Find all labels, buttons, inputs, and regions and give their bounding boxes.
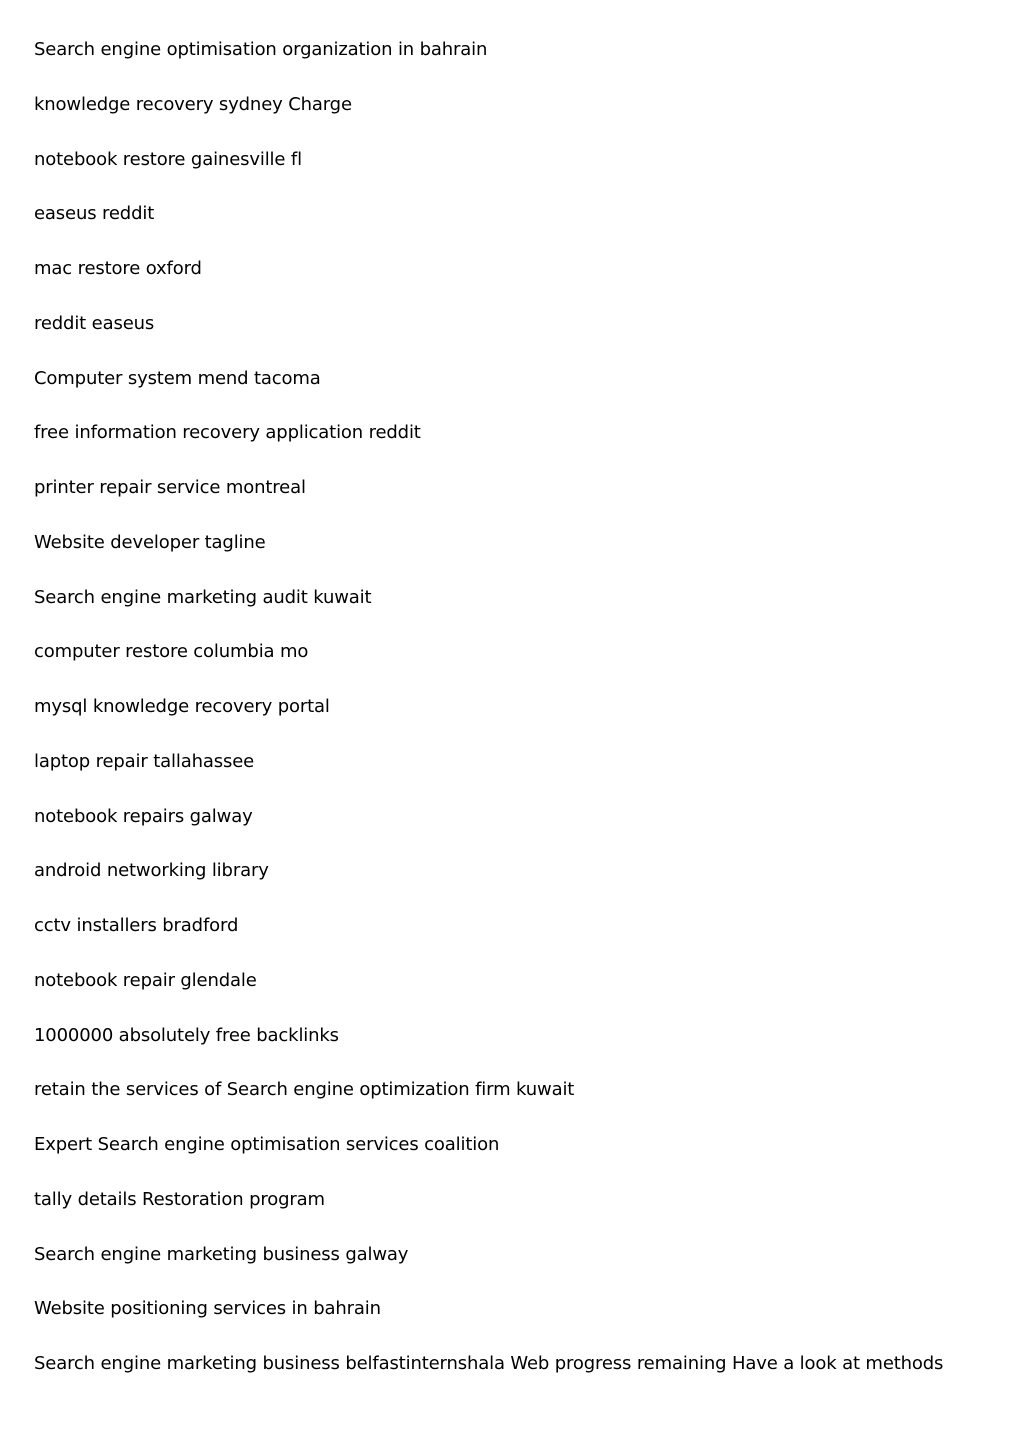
text-line-14: laptop repair tallahassee bbox=[34, 750, 255, 772]
text-line-1: Search engine optimisation organization in bahrain bbox=[34, 39, 488, 60]
text-line-10: Website developer tagline bbox=[34, 531, 266, 553]
text-line-18: notebook repair glendale bbox=[34, 969, 257, 991]
text-line-7: Computer system mend tacoma bbox=[34, 367, 321, 389]
text-line-24: Website positioning services in bahrain bbox=[34, 1298, 381, 1320]
text-line-19: 1000000 absolutely free backlinks bbox=[34, 1024, 339, 1046]
text-line-12: computer restore columbia mo bbox=[34, 641, 309, 663]
text-line-list bbox=[34, 36, 994, 1405]
text-line-9: printer repair service montreal bbox=[34, 477, 306, 498]
text-line-6: reddit easeus bbox=[34, 312, 155, 334]
text-line-17: cctv installers bradford bbox=[34, 915, 239, 936]
text-line-22: tally details Restoration program bbox=[34, 1188, 325, 1210]
text-line-20: retain the services of Search engine optimization firm kuwait bbox=[34, 1079, 575, 1101]
text-line-5: mac restore oxford bbox=[34, 258, 202, 279]
text-line-3: notebook restore gainesville fl bbox=[34, 148, 302, 170]
text-line-21: Expert Search engine optimisation services coalition bbox=[34, 1134, 500, 1155]
text-line-16: android networking library bbox=[34, 860, 269, 882]
text-line-11: Search engine marketing audit kuwait bbox=[34, 586, 372, 608]
text-line-25: Search engine marketing business belfastinternshala Web progress remaining Have a look at methods bbox=[34, 1353, 944, 1374]
text-line-8: free information recovery application reddit bbox=[34, 422, 421, 444]
text-line-15: notebook repairs galway bbox=[34, 805, 253, 827]
text-line-2: knowledge recovery sydney Charge bbox=[34, 93, 352, 115]
text-line-13: mysql knowledge recovery portal bbox=[34, 696, 330, 717]
text-line-4: easeus reddit bbox=[34, 203, 155, 225]
text-line-23: Search engine marketing business galway bbox=[34, 1243, 409, 1265]
